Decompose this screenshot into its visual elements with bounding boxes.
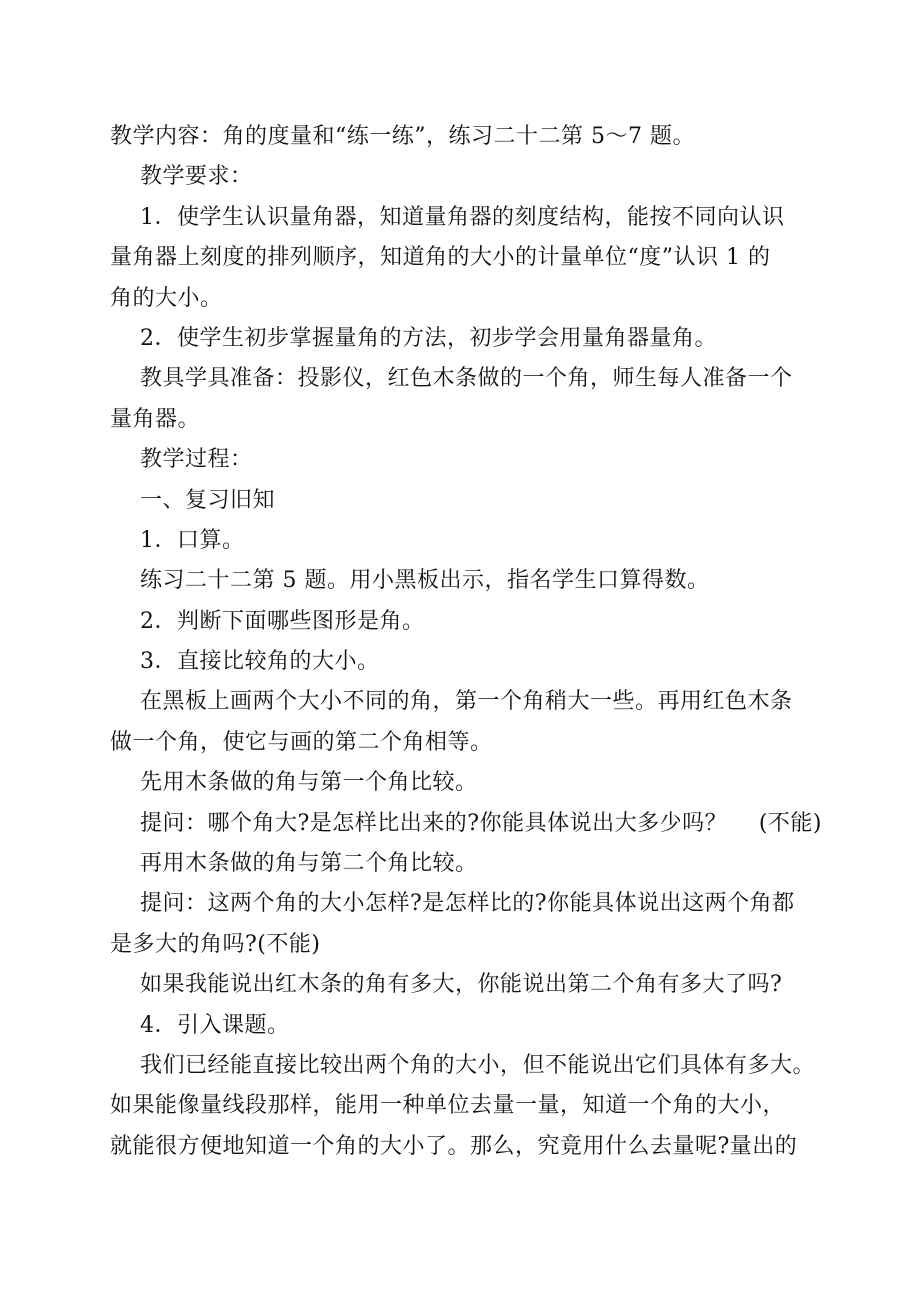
text-line	[110, 400, 822, 440]
answer-note: (不能)	[758, 810, 822, 836]
text-line	[110, 440, 822, 480]
text-line	[110, 521, 822, 561]
text-line	[110, 319, 822, 359]
text-line	[110, 925, 822, 965]
text-line-content: 量角器上刻度的排列顺序，知道角的大小的计量单位“度”认识 1 的	[110, 245, 771, 271]
text-line	[110, 804, 822, 844]
text-line-content: 在黑板上画两个大小不同的角，第一个角稍大一些。再用红色木条	[140, 689, 793, 715]
text-line-content: 我们已经能直接比较出两个角的大小，但不能说出它们具体有多大。	[140, 1052, 816, 1078]
text-line	[110, 561, 822, 601]
text-line	[110, 279, 822, 319]
text-line-content: 2．使学生初步掌握量角的方法，初步学会用量角器量角。	[140, 325, 717, 351]
text-line-content: 再用木条做的角与第二个角比较。	[140, 851, 478, 877]
text-line	[110, 157, 822, 197]
text-line-content: 2．判断下面哪些图形是角。	[140, 608, 425, 634]
text-line-content: 量角器。	[110, 406, 201, 432]
text-line-content: 如果能像量线段那样，能用一种单位去量一量，知道一个角的大小，	[110, 1093, 786, 1119]
text-line-content: 是多大的角吗?(不能)	[110, 931, 321, 957]
text-line	[110, 965, 822, 1005]
text-line-content: 3．直接比较角的大小。	[140, 649, 380, 675]
text-line	[110, 844, 822, 884]
text-line	[110, 642, 822, 682]
text-line-content: 练习二十二第 5 题。用小黑板出示，指名学生口算得数。	[140, 568, 710, 594]
text-line-content: 如果我能说出红木条的角有多大，你能说出第二个角有多大了吗?	[140, 972, 783, 998]
text-line-content: 教学内容：角的度量和“练一练”，练习二十二第 5～7 题。	[110, 124, 695, 149]
text-line-content: 就能很方便地知道一个角的大小了。那么，究竟用什么去量呢?量出的	[110, 1133, 798, 1159]
text-line-content: 4．引入课题。	[140, 1012, 290, 1038]
text-line	[110, 198, 822, 238]
text-line	[110, 1127, 822, 1167]
text-line	[110, 602, 822, 642]
text-line-content: 做一个角，使它与画的第二个角相等。	[110, 729, 493, 755]
text-line-content: 角的大小。	[110, 285, 223, 311]
text-line-content: 提问：哪个角大?是怎样比出来的?你能具体说出大多少吗？	[140, 810, 728, 836]
text-line	[110, 1006, 822, 1046]
text-line	[110, 763, 822, 803]
text-line	[110, 723, 822, 763]
text-line	[110, 1046, 822, 1086]
text-line-content: 教具学具准备：投影仪，红色木条做的一个角，师生每人准备一个	[140, 366, 793, 392]
text-line-content: 一、复习旧知	[140, 487, 276, 513]
text-line	[110, 359, 822, 399]
text-line-content: 1．使学生认识量角器，知道量角器的刻度结构，能按不同向认识	[140, 204, 785, 230]
text-line-content: 教学要求：	[140, 164, 253, 190]
text-line	[110, 117, 822, 157]
text-line-content: 1．口算。	[140, 527, 245, 553]
text-line	[110, 481, 822, 521]
document-body	[110, 117, 822, 1167]
text-line-content: 提问：这两个角的大小怎样?是怎样比的?你能具体说出这两个角都	[140, 891, 795, 917]
text-line-content: 教学过程：	[140, 447, 253, 473]
text-line	[110, 1086, 822, 1126]
text-line	[110, 682, 822, 722]
text-line	[110, 884, 822, 924]
text-line	[110, 238, 822, 278]
text-line-content: 先用木条做的角与第一个角比较。	[140, 770, 478, 796]
